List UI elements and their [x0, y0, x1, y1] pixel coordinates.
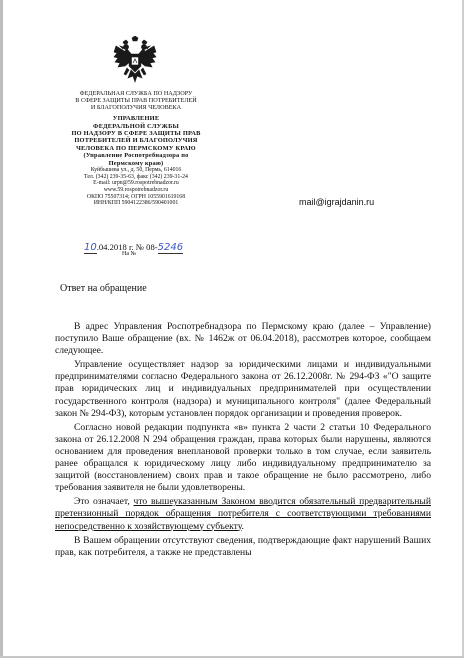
inn-line: ИНН/КПП 5904122386/590401001: [93, 200, 179, 207]
body-paragraph: В Вашем обращении отсутствуют сведения, подтверждающие факт нарушений Ваших прав, как потребителя, а также не представлены: [55, 534, 431, 558]
agency-name-line: В СФЕРЕ ЗАЩИТЫ ПРАВ ПОТРЕБИТЕЛЕЙ: [75, 97, 197, 105]
department-name-line: УПРАВЛЕНИЕ: [112, 115, 160, 123]
body-paragraph: В адрес Управления Роспотребнадзора по Пермскому краю (далее – Управление) поступило Ваше обращение (вх. № 1462ж от 06.04.2018), рассмотрев которое, сообщаем следующее.: [55, 321, 431, 357]
handwritten-number: 5246: [157, 242, 184, 253]
address-line: Куйбышева ул., д. 50, Пермь, 614016: [90, 166, 182, 173]
paragraph-end: .: [241, 520, 244, 532]
scan-border-left: [0, 0, 3, 658]
body-paragraph: Согласно новой редакции подпункта «в» пункта 2 части 2 статьи 10 Федерального закона от 26.12.2008 N 294 обращения граждан, права которых были нарушены, являются основанием для проведения внеплановой проверки только в том случае, если заявитель ранее обращался к юридическому лицу либо индивидуальному предпринимателю за защитой (восстановлением) своих прав и такое обращение не было рассмотрено, либо требования заявителя не были удовлетворены.: [55, 421, 431, 494]
coat-of-arms-emblem: [113, 36, 157, 84]
department-name-line: Пермскому краю): [108, 159, 164, 167]
department-name-line: ЧЕЛОВЕКА ПО ПЕРМСКОМУ КРАЮ: [76, 144, 196, 152]
phone-line: Тел. (342) 239-35-63, факс (342) 239-31-24: [84, 173, 188, 180]
body-paragraph: Управление осуществляет надзор за юридическими лицами и индивидуальными предпринимателями согласно Федерального закона от 26.12.2008г. № 294-ФЗ «"О защите прав юридических лиц и индивидуальных предпринимателей при осуществлении государственного контроля (надзора) и муниципального контроля" (далее Федеральный закон № 294-ФЗ), которым установлен порядок организации и проведения проверок.: [55, 359, 431, 419]
website-line: www.59.rospotrebnadzor.ru: [103, 186, 169, 193]
underlined-statement: что вышеуказанным Законом вводится обязательный предварительный претензионный порядок обращения потребителя с соответствующими требованиями непосредственно к хозяйствующему субъекту: [55, 496, 431, 532]
body-paragraph: [55, 496, 431, 532]
paragraph-intro: Это означает,: [74, 496, 134, 508]
reference-date-number: .04.2018 г. № 08-: [96, 242, 158, 252]
agency-name-line: ФЕДЕРАЛЬНАЯ СЛУЖБА ПО НАДЗОРУ: [79, 90, 193, 97]
department-name-line: ПОТРЕБИТЕЛЕЙ И БЛАГОПОЛУЧИЯ: [74, 137, 198, 145]
letter-subject: Ответ на обращение: [60, 283, 147, 294]
department-name-line: (Управление Роспотребнадзора по: [83, 152, 189, 160]
email-line: E-mail: urpn@59.rospotrebnadzor.ru: [93, 180, 179, 187]
handwritten-day: 10: [84, 242, 97, 253]
department-name-line: ФЕДЕРАЛЬНОЙ СЛУЖБЫ: [93, 122, 179, 130]
incoming-reference-label: На №: [122, 251, 137, 257]
okpo-line: ОКПО 75507314; ОГРН 1055901619168: [86, 193, 186, 200]
recipient-email: mail@igrajdanin.ru: [299, 197, 375, 207]
department-name-line: ПО НАДЗОРУ В СФЕРЕ ЗАЩИТЫ ПРАВ: [71, 130, 201, 138]
letterhead: [56, 90, 216, 207]
agency-name-line: И БЛАГОПОЛУЧИЯ ЧЕЛОВЕКА: [90, 104, 182, 112]
letter-body: [55, 321, 431, 561]
